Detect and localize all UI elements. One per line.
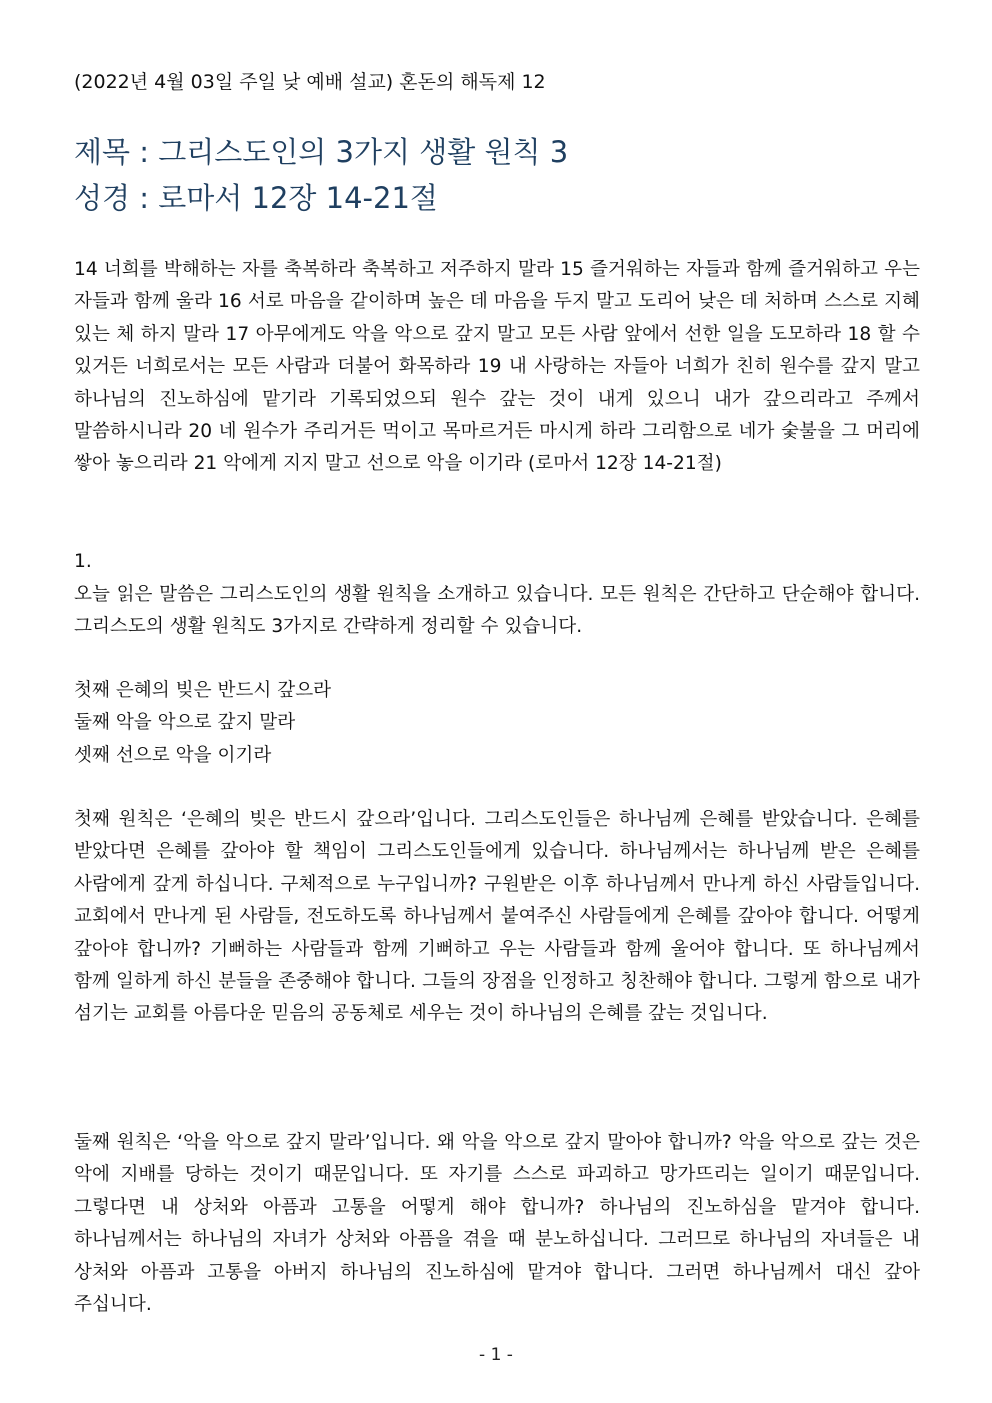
sermon-info-line: (2022년 4월 03일 주일 낮 예배 설교) 혼돈의 해독제 12 <box>74 71 546 93</box>
principles-list <box>74 675 920 772</box>
first-principle-paragraph: 첫째 원칙은 ‘은혜의 빚은 반드시 갚으라’입니다. 그리스도인들은 하나님께 은혜를 받았습니다. 은혜를 받았다면 은혜를 갚아야 할 책임이 그리스도인들에게 있습니다. 하나님께서는 하나님께 받은 은혜를 사람에게 갚게 하십니다. 구체적으로 누구입니까? 구원받은 이후 하나님께서 만나게 하신 사람들입니다. 교회에서 만나게 된 사람들, 전도하도록 하나님께서 붙여주신 사람들에게 은혜를 갚아야 합니다. 어떻게 갚아야 합니까? 기뻐하는 사람들과 함께 기뻐하고 우는 사람들과 함께 울어야 합니다. 또 하나님께서 함께 일하게 하신 분들을 존중해야 합니다. 그들의 장점을 인정하고 칭찬해야 합니다. 그렇게 함으로 내가 섬기는 교회를 아름다운 믿음의 공동체로 세우는 것이 하나님의 은혜를 갚는 것입니다. <box>74 809 920 1025</box>
principle-item: 첫째 은혜의 빚은 반드시 갚으라 <box>74 680 332 701</box>
principle-item: 셋째 선으로 악을 이기라 <box>74 744 272 766</box>
page-number: - 1 - <box>479 1345 513 1365</box>
second-principle-paragraph: 둘째 원칙은 ‘악을 악으로 갚지 말라’입니다. 왜 악을 악으로 갚지 말아야 합니까? 악을 악으로 갚는 것은 악에 지배를 당하는 것이기 때문입니다. 또 자기를 스스로 파괴하고 망가뜨리는 일이기 때문입니다. 그렇다면 내 상처와 아픔과 고통을 어떻게 해야 합니까? 하나님의 진노하심을 맡겨야 합니다. 하나님께서는 하나님의 자녀가 상처와 아픔을 겪을 때 분노하십니다. 그러므로 하나님의 자녀들은 내 상처와 아픔과 고통을 아버지 하나님의 진노하심에 맡겨야 합니다. 그러면 하나님께서 대신 갚아 주십니다. <box>74 1132 920 1316</box>
section-number: 1. <box>74 551 92 572</box>
sermon-title: 제목 : 그리스도인의 3가지 생활 원칙 3 <box>74 135 569 169</box>
principle-item: 둘째 악을 악으로 갚지 말라 <box>74 712 296 734</box>
intro-paragraph: 오늘 읽은 말씀은 그리스도인의 생활 원칙을 소개하고 있습니다. 모든 원칙은 간단하고 단순해야 합니다. 그리스도의 생활 원칙도 3가지로 간략하게 정리할 수 있습니다. <box>74 584 920 638</box>
scripture-text: 14 너희를 박해하는 자를 축복하라 축복하고 저주하지 말라 15 즐거워하는 자들과 함께 즐거워하고 우는 자들과 함께 울라 16 서로 마음을 같이하며 높은 데 마음을 두지 말고 도리어 낮은 데 처하며 스스로 지혜 있는 체 하지 말라 17 아무에게도 악을 악으로 갚지 말고 모든 사람 앞에서 선한 일을 도모하라 18 할 수 있거든 너희로서는 모든 사람과 더불어 화목하라 19 내 사랑하는 자들아 너희가 친히 원수를 갚지 말고 하나님의 진노하심에 맡기라 기록되었으되 원수 갚는 것이 내게 있으니 내가 갚으리라고 주께서 말씀하시니라 20 네 원수가 주리거든 먹이고 목마르거든 마시게 하라 그리함으로 네가 숯불을 그 머리에 쌓아 놓으리라 21 악에게 지지 말고 선으로 악을 이기라 (로마서 12장 14-21절) <box>74 259 920 475</box>
scripture-reference: 성경 : 로마서 12장 14-21절 <box>74 181 438 215</box>
